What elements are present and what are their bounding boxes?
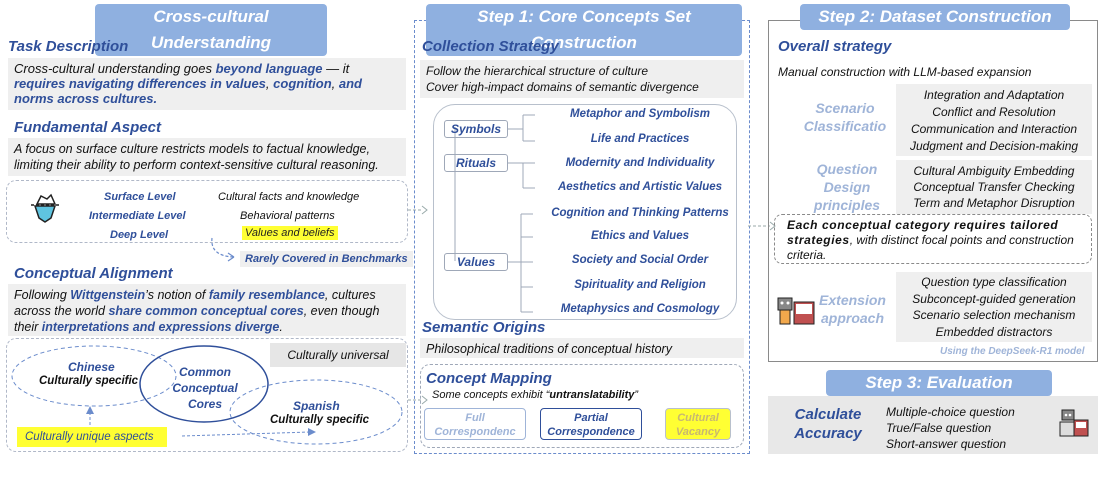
conceptual-alignment-heading: Conceptual Alignment xyxy=(14,265,173,282)
chinese-label: Chinese xyxy=(68,360,115,374)
iceberg-icon xyxy=(27,190,63,231)
task-description-heading: Task Description xyxy=(8,38,129,55)
collection-strategy-heading: Collection Strategy xyxy=(422,38,559,55)
collection-line-1: Follow the hierarchical structure of culture xyxy=(426,64,649,78)
scenario-item-4: Judgment and Decision-making xyxy=(909,139,1079,153)
calculate-accuracy-label: Calculate Accuracy xyxy=(794,406,862,442)
question-design-label: Question Design principles xyxy=(813,161,881,213)
cultural-vacancy-box: Cultural Vacancy xyxy=(665,408,731,440)
task-description-text: Cross-cultural understanding goes beyond language — it requires navigating differences in values, cognition, and norms across cultures. xyxy=(8,58,406,110)
levels-box xyxy=(6,180,408,243)
concept-5: Cognition and Thinking Patterns xyxy=(551,207,729,219)
fundamental-aspect-heading: Fundamental Aspect xyxy=(14,119,161,136)
concept-8: Spirituality and Religion xyxy=(574,279,706,291)
concept-4: Aesthetics and Artistic Values xyxy=(557,181,723,193)
concept-1: Metaphor and Symbolism xyxy=(570,108,710,120)
extension-item-4: Embedded distractors xyxy=(935,324,1053,339)
question-item-2: Conceptual Transfer Checking xyxy=(913,180,1075,194)
culturally-unique-label: Culturally unique aspects xyxy=(17,427,167,447)
step1-title: Step 1: Core Concepts Set Construction xyxy=(426,4,742,56)
semantic-origins-text: Philosophical traditions of conceptual history xyxy=(420,338,744,358)
scenario-item-1: Integration and Adaptation xyxy=(923,88,1065,102)
question-type-1: Multiple-choice question xyxy=(886,405,1015,419)
overall-strategy-heading: Overall strategy xyxy=(778,38,892,55)
intermediate-level-desc: Behavioral patterns xyxy=(240,210,335,222)
collection-line-2: Cover high-impact domains of semantic divergence xyxy=(426,80,699,94)
concept-3: Modernity and Individuality xyxy=(565,157,715,169)
group-values: Values xyxy=(444,253,508,271)
concept-mapping-heading: Concept Mapping xyxy=(426,370,552,387)
scenario-items-box xyxy=(896,84,1092,156)
semantic-origins-heading: Semantic Origins xyxy=(422,319,546,336)
tailored-strategies-rest: , with distinct focal points and construction criteria. xyxy=(787,233,1074,262)
concept-2: Life and Practices xyxy=(590,133,690,145)
robot-computer-icon xyxy=(776,292,816,333)
cross-cultural-title: Cross-cultural Understanding xyxy=(95,4,327,56)
step2-title: Step 2: Dataset Construction xyxy=(800,4,1070,30)
extension-approach-label: Extension approach xyxy=(819,292,886,326)
tailored-strategies-bold: Each conceptual category requires tailored strategies xyxy=(787,218,1059,247)
surface-level-desc: Cultural facts and knowledge xyxy=(218,191,360,203)
question-item-3: Term and Metaphor Disruption xyxy=(913,196,1075,210)
extension-item-1: Question type classification xyxy=(921,275,1067,289)
question-items-box xyxy=(896,160,1092,214)
question-type-2: True/False question xyxy=(886,421,992,435)
group-symbols: Symbols xyxy=(444,120,508,138)
rarely-covered-label: Rarely Covered in Benchmarks xyxy=(240,251,413,267)
extension-item-3: Scenario selection mechanism xyxy=(912,308,1076,322)
spanish-label: Spanish xyxy=(293,399,340,413)
intermediate-level-label: Intermediate Level xyxy=(89,210,186,222)
collection-strategy-text xyxy=(420,60,744,98)
deep-level-label: Deep Level xyxy=(110,229,169,241)
question-item-1: Cultural Ambiguity Embedding xyxy=(913,164,1075,178)
common-cores-label: Common Conceptual Cores xyxy=(172,365,238,411)
scenario-label: Scenario Classificatio xyxy=(803,100,887,134)
concept-6: Ethics and Values xyxy=(591,230,689,242)
overall-strategy-text: Manual construction with LLM-based expansion xyxy=(778,65,1032,79)
question-type-3: Short-answer question xyxy=(886,437,1007,451)
culturally-universal-label: Culturally universal xyxy=(270,343,406,367)
extension-items-box xyxy=(896,272,1092,342)
concept-mapping-text: Some concepts exhibit “untranslatability” xyxy=(432,389,639,401)
surface-level-label: Surface Level xyxy=(104,191,176,203)
spanish-specific-label: Culturally specific xyxy=(270,414,370,426)
concept-9: Metaphysics and Cosmology xyxy=(560,303,720,315)
deep-level-desc: Values and beliefs xyxy=(242,226,338,240)
group-rituals: Rituals xyxy=(444,154,508,172)
tailored-strategies-box xyxy=(774,214,1092,264)
scenario-item-2: Conflict and Resolution xyxy=(932,105,1056,119)
partial-correspondence-box: Partial Correspondence xyxy=(540,408,642,440)
conceptual-alignment-text: Following Wittgenstein’s notion of family resemblance, cultures across the world share common conceptual cores, even though their interpretations and expressions diverge. xyxy=(8,284,406,336)
model-note: Using the DeepSeek-R1 model xyxy=(940,346,1085,357)
concept-7: Society and Social Order xyxy=(571,254,709,266)
fundamental-aspect-text: A focus on surface culture restricts models to factual knowledge, limiting their ability to perform context-sensitive cultural reasoning. xyxy=(8,138,406,176)
step3-title: Step 3: Evaluation xyxy=(826,370,1052,396)
full-correspondence-box: Full Correspondenc xyxy=(424,408,526,440)
chinese-specific-label: Culturally specific xyxy=(39,375,139,387)
extension-item-2: Subconcept-guided generation xyxy=(912,291,1076,306)
evaluation-robot-icon xyxy=(1058,408,1090,445)
scenario-item-3: Communication and Interaction xyxy=(910,122,1078,136)
